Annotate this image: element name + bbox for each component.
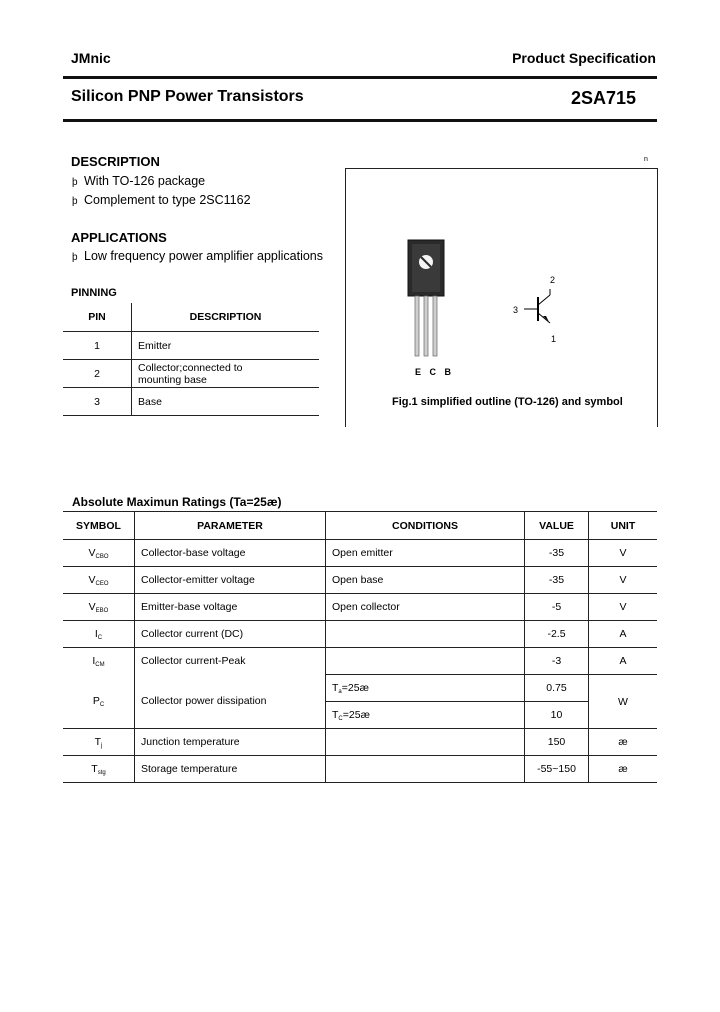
- value-cell: 150: [525, 729, 589, 756]
- conditions-cell: Open collector: [326, 594, 525, 621]
- condition-rest: =25æ: [342, 708, 370, 721]
- unit-cell: W: [589, 675, 658, 729]
- pin-number: 1: [63, 332, 132, 360]
- description-heading: DESCRIPTION: [71, 154, 160, 169]
- pin-description: Base: [132, 388, 320, 416]
- pin-description: Emitter: [132, 332, 320, 360]
- conditions-cell: [326, 675, 525, 702]
- value-cell: -3: [525, 648, 589, 675]
- symbol-main: I: [94, 627, 98, 640]
- description-bullet: [72, 174, 205, 188]
- table-row: [63, 540, 657, 567]
- table-row: [63, 729, 657, 756]
- description-bullet-text: Complement to type 2SC1162: [84, 193, 251, 207]
- unit-cell: V: [589, 594, 658, 621]
- symbol-subscript: EBO: [95, 607, 109, 614]
- conditions-cell: Open emitter: [326, 540, 525, 567]
- parameter-cell: Collector-emitter voltage: [135, 567, 326, 594]
- symbol-cell: [63, 594, 135, 621]
- unit-cell: V: [589, 540, 658, 567]
- parameter-cell: Emitter-base voltage: [135, 594, 326, 621]
- bullet-glyph: þ: [72, 196, 78, 207]
- pin-description: [132, 360, 320, 388]
- ratings-table: [63, 511, 657, 783]
- symbol-cell: [63, 729, 135, 756]
- table-row: [63, 360, 319, 388]
- ratings-header-row: [63, 512, 657, 540]
- conditions-cell: [326, 621, 525, 648]
- symbol-main: I: [92, 654, 96, 667]
- symbol-cell: [63, 621, 135, 648]
- value-cell: -55~150: [525, 756, 589, 783]
- table-row: [63, 567, 657, 594]
- symbol-cell: [63, 567, 135, 594]
- parameter-cell: Collector current-Peak: [135, 648, 326, 675]
- conditions-cell: [326, 756, 525, 783]
- symbol-pin-top-label: 2: [550, 275, 556, 285]
- parameter-cell: Collector-base voltage: [135, 540, 326, 567]
- brand-name: JMnic: [71, 50, 111, 66]
- table-row: [63, 675, 657, 702]
- value-cell: -35: [525, 567, 589, 594]
- symbol-cell: [63, 648, 135, 675]
- pin-column-header: PIN: [63, 303, 132, 332]
- symbol-cell: [63, 540, 135, 567]
- conditions-cell: [326, 702, 525, 729]
- unit-column-header: UNIT: [589, 512, 658, 540]
- pinning-header-row: [63, 303, 319, 332]
- symbol-cell: [63, 756, 135, 783]
- unit-cell: æ: [589, 756, 658, 783]
- parameter-cell: Collector power dissipation: [135, 675, 326, 729]
- unit-cell: A: [589, 648, 658, 675]
- parameter-cell: Collector current (DC): [135, 621, 326, 648]
- value-cell: 10: [525, 702, 589, 729]
- conditions-cell: Open base: [326, 567, 525, 594]
- applications-bullet: [72, 249, 323, 263]
- pinning-heading: PINNING: [71, 287, 117, 299]
- pin-description-line2: mounting base: [138, 373, 207, 386]
- ratings-heading: Absolute Maximun Ratings (Ta=25æ): [72, 495, 282, 509]
- unit-cell: V: [589, 567, 658, 594]
- value-cell: -5: [525, 594, 589, 621]
- part-number: 2SA715: [571, 88, 637, 108]
- header-divider-bottom: [63, 119, 657, 122]
- condition-rest: =25æ: [341, 681, 369, 694]
- symbol-subscript: CM: [95, 661, 105, 668]
- value-cell: 0.75: [525, 675, 589, 702]
- applications-bullet-text: Low frequency power amplifier applications: [84, 249, 324, 263]
- table-row: [63, 594, 657, 621]
- table-row: [63, 756, 657, 783]
- symbol-subscript: CBO: [95, 553, 109, 560]
- to126-package-outline: [400, 236, 456, 362]
- parameter-cell: Junction temperature: [135, 729, 326, 756]
- symbol-subscript: stg: [97, 769, 106, 776]
- description-column-header: DESCRIPTION: [132, 303, 320, 332]
- pnp-transistor-symbol-icon: [520, 285, 570, 327]
- corner-mark: n: [644, 156, 648, 163]
- description-bullet-text: With TO-126 package: [84, 174, 206, 188]
- condition-subscript: a: [338, 688, 342, 695]
- description-bullet: [72, 193, 251, 207]
- table-row: [63, 388, 319, 416]
- symbol-main: V: [88, 600, 96, 613]
- parameter-cell: Storage temperature: [135, 756, 326, 783]
- table-row: [63, 621, 657, 648]
- value-cell: -35: [525, 540, 589, 567]
- symbol-column-header: SYMBOL: [63, 512, 135, 540]
- symbol-subscript: C: [97, 634, 103, 641]
- condition-symbol: T: [332, 708, 339, 721]
- symbol-main: T: [91, 762, 98, 775]
- applications-heading: APPLICATIONS: [71, 230, 167, 245]
- conditions-cell: [326, 648, 525, 675]
- page-title: Silicon PNP Power Transistors: [71, 88, 304, 105]
- bullet-glyph: þ: [72, 177, 78, 188]
- symbol-subscript: j: [101, 742, 103, 749]
- unit-cell: A: [589, 621, 658, 648]
- value-cell: -2.5: [525, 621, 589, 648]
- pin-description-line1: Collector;connected to: [138, 361, 243, 374]
- value-column-header: VALUE: [525, 512, 589, 540]
- lead-labels: E C B: [415, 367, 455, 377]
- figure-caption: Fig.1 simplified outline (TO-126) and symbol: [392, 396, 623, 408]
- spec-label: Product Specification: [512, 50, 656, 66]
- unit-cell: æ: [589, 729, 658, 756]
- table-row: [63, 332, 319, 360]
- symbol-cell: [63, 675, 135, 729]
- conditions-cell: [326, 729, 525, 756]
- figure-box: [345, 168, 658, 427]
- table-row: [63, 648, 657, 675]
- symbol-main: V: [88, 573, 96, 586]
- symbol-pin-left-label: 3: [513, 305, 519, 315]
- pin-number: 2: [63, 360, 132, 388]
- symbol-main: P: [92, 694, 100, 707]
- condition-subscript: C: [338, 715, 343, 722]
- symbol-subscript: C: [99, 701, 105, 708]
- header-divider-top: [63, 76, 657, 79]
- parameter-column-header: PARAMETER: [135, 512, 326, 540]
- symbol-pin-bottom-label: 1: [551, 334, 557, 344]
- conditions-column-header: CONDITIONS: [326, 512, 525, 540]
- pinning-table: [63, 303, 319, 416]
- condition-symbol: T: [332, 681, 339, 694]
- bullet-glyph: þ: [72, 252, 78, 263]
- symbol-subscript: CEO: [95, 580, 109, 587]
- symbol-main: V: [88, 546, 96, 559]
- pin-number: 3: [63, 388, 132, 416]
- symbol-main: T: [94, 735, 102, 748]
